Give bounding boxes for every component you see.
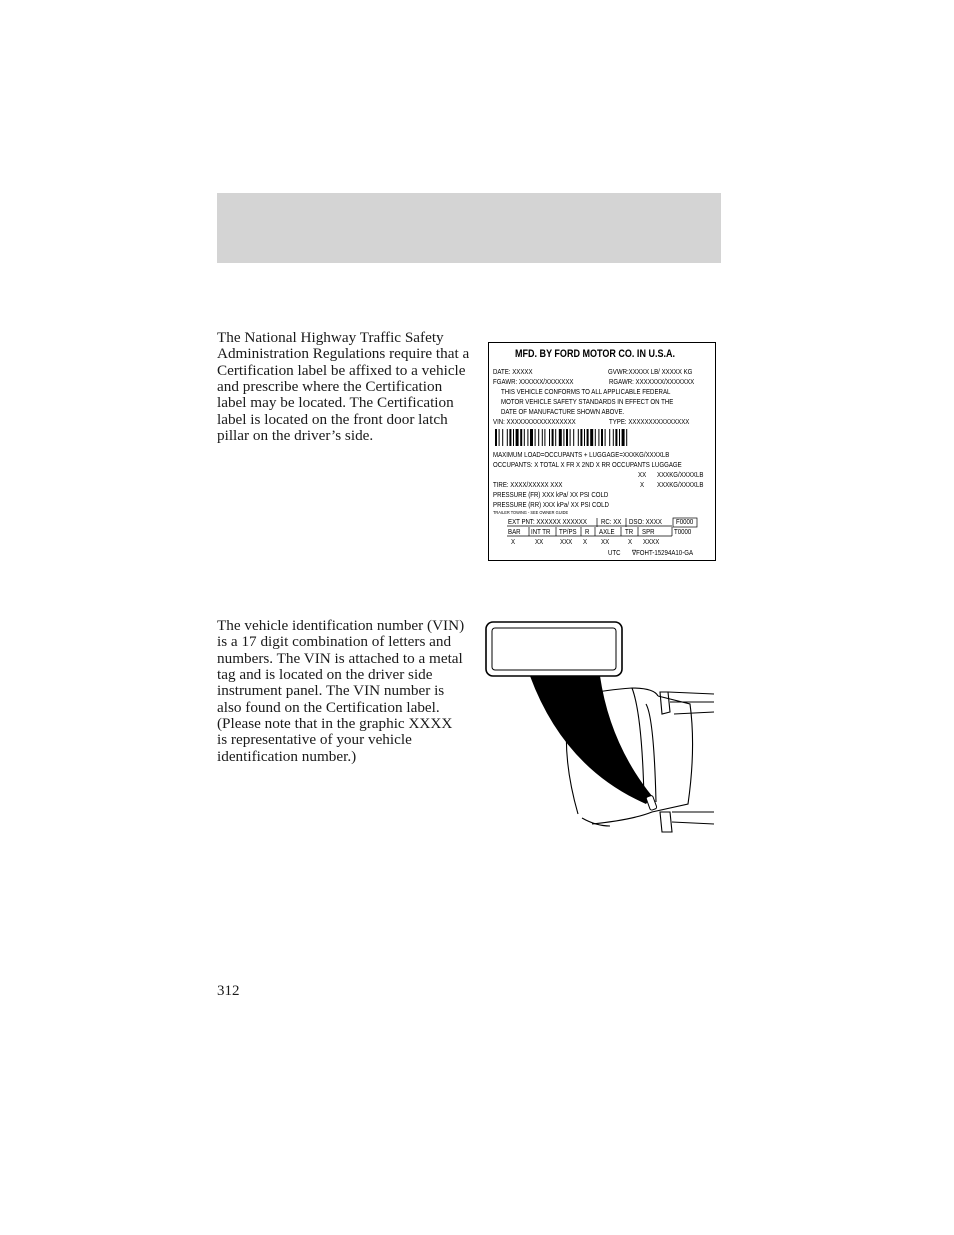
label-rc: RC: XX	[601, 518, 622, 526]
label-rgawr: RGAWR: XXXXXXX/XXXXXXX	[609, 378, 695, 386]
label-value-axle: XX	[601, 538, 610, 546]
label-code-tr: TR	[625, 528, 634, 536]
label-utc: UTC	[608, 549, 621, 557]
vin-paragraph: The vehicle identification number (VIN) is a 17 digit combination of letters and numbers. The VIN is attached to a metal tag and is located on the driver side instrument panel. The VIN number is also found on the Certification label. (Please note that in the graphic XXXX is representative of your vehicle identification number.)	[217, 617, 465, 765]
label-title: MFD. BY FORD MOTOR CO. IN U.S.A.	[515, 348, 676, 360]
label-trailer-note: TRAILER TOWING - SEE OWNER GUIDE	[493, 510, 569, 515]
label-t-code: T0000	[674, 528, 692, 536]
label-value-tp-ps: XXX	[560, 538, 573, 546]
label-date: DATE: XXXXX	[493, 368, 533, 376]
label-value-tr: X	[628, 538, 633, 546]
label-conform-line-1: THIS VEHICLE CONFORMS TO ALL APPLICABLE FEDERAL	[501, 388, 671, 396]
label-max-load: MAXIMUM LOAD=OCCUPANTS + LUGGAGE=XXXKG/XXXXLB	[493, 451, 670, 459]
label-vin: VIN: XXXXXXXXXXXXXXXXX	[493, 418, 576, 426]
label-conform-line-3: DATE OF MANUFACTURE SHOWN ABOVE.	[501, 408, 625, 416]
vin-tag-callout	[486, 622, 622, 676]
label-code-axle: AXLE	[599, 528, 615, 536]
label-code-r: R	[585, 528, 590, 536]
label-gvwr: GVWR:XXXXX LB/ XXXXX KG	[608, 368, 693, 376]
page-number: 312	[217, 983, 240, 999]
label-value-r: X	[583, 538, 588, 546]
label-code-tp-ps: TP/PS	[559, 528, 577, 536]
label-value-int-tr: XX	[535, 538, 544, 546]
label-f-code: F0000	[676, 518, 694, 526]
label-occupants-row2-weight: XXXKG/XXXXLB	[657, 481, 704, 489]
label-type: TYPE: XXXXXXXXXXXXXXX	[609, 418, 690, 426]
vin-location-illustration	[482, 618, 716, 834]
label-dso: DSO: XXXX	[629, 518, 662, 526]
label-conform-line-2: MOTOR VEHICLE SAFETY STANDARDS IN EFFECT ON THE	[501, 398, 674, 406]
label-occupants-row2-count: X	[640, 481, 645, 489]
label-ext-paint: EXT PNT: XXXXXX XXXXXX	[508, 518, 587, 526]
label-occupants: OCCUPANTS: X TOTAL X FR X 2ND X RR OCCUPANTS LUGGAGE	[493, 461, 682, 469]
certification-label-graphic	[488, 342, 716, 561]
label-value-bar: X	[511, 538, 516, 546]
label-fgawr: FGAWR: XXXXXX/XXXXXXX	[493, 378, 574, 386]
vin-pointer	[530, 676, 652, 804]
label-pressure-front: PRESSURE (FR) XXX kPa/ XX PSI COLD	[493, 491, 609, 499]
label-part-number: ∇FOHT-15294A10-GA	[632, 549, 694, 557]
certification-paragraph: The National Highway Traffic Safety Administration Regulations require that a Certification label be affixed to a vehicle and prescribe where the Certification label may be located. The Certification label is located on the front door latch pillar on the driver’s side.	[217, 329, 470, 445]
label-occupants-row1-weight: XXXKG/XXXXLB	[657, 471, 704, 479]
label-occupants-row1-count: XX	[638, 471, 647, 479]
label-code-bar: BAR	[508, 528, 521, 536]
label-value-spr: XXXX	[643, 538, 660, 546]
label-tire: TIRE: XXXX/XXXXX XXX	[493, 481, 563, 489]
label-pressure-rear: PRESSURE (RR) XXX kPa/ XX PSI COLD	[493, 501, 609, 509]
label-code-int-tr: INT TR	[531, 528, 551, 536]
section-header-band	[217, 193, 721, 263]
label-code-spr: SPR	[642, 528, 655, 536]
